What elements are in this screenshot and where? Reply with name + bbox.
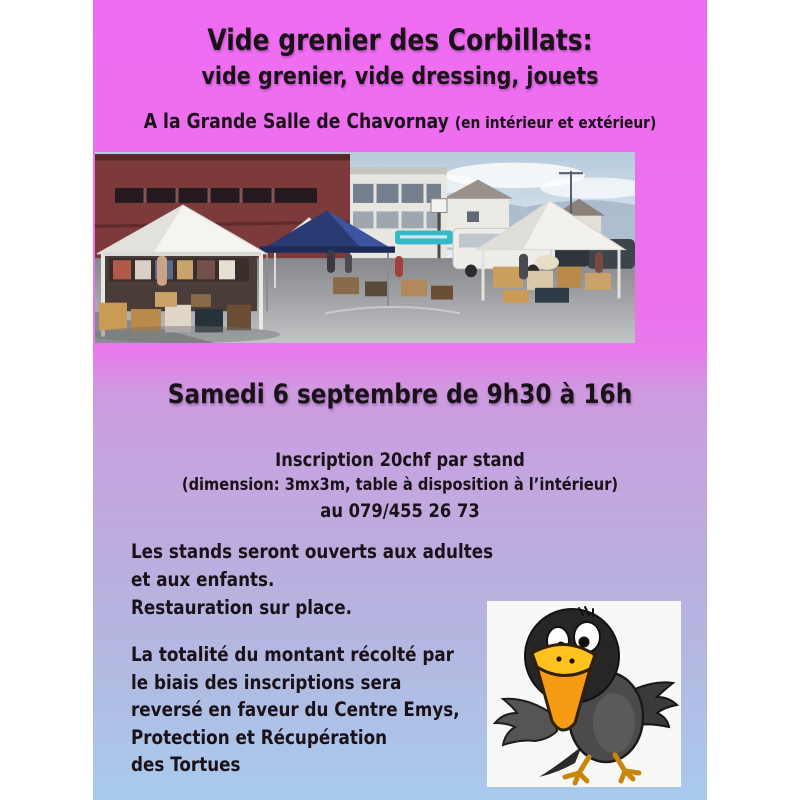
stands-info-line1: Les stands seront ouverts aux adultes (131, 540, 494, 563)
inscription-phone: au 079/455 26 73 (320, 500, 480, 522)
location-line (136, 108, 664, 136)
charity-info-block (131, 641, 513, 779)
stands-info-line3: Restauration sur place. (131, 596, 352, 619)
charity-line3: reversé en faveur du Centre Emys, (131, 698, 460, 721)
crow-illustration (487, 601, 681, 787)
flyer-title: Vide grenier des Corbillats: (207, 23, 593, 57)
charity-line2: le biais des inscriptions sera (131, 670, 402, 694)
inscription-block (93, 447, 707, 524)
charity-line5: des Tortues (131, 753, 241, 776)
charity-line1: La totalité du montant récolté par (131, 643, 454, 666)
charity-line4: Protection et Récupération (131, 725, 388, 749)
flyer-subtitle: vide grenier, vide dressing, jouets (201, 62, 599, 90)
market-photo (95, 152, 635, 343)
location-main: A la Grande Salle de Chavornay (143, 109, 449, 133)
inscription-price: Inscription 20chf par stand (275, 449, 525, 471)
market-photo-graphic (95, 152, 635, 343)
date-heading: Samedi 6 septembre de 9h30 à 16h (167, 379, 633, 410)
crow-card (487, 601, 681, 787)
date-heading-block (93, 378, 707, 412)
flyer-poster (93, 0, 707, 800)
stands-info-line2: et aux enfants. (131, 568, 275, 591)
location-note: (en intérieur et extérieur) (454, 113, 657, 132)
inscription-dimension: (dimension: 3mx3m, table à disposition à l’intérieur) (181, 475, 619, 495)
title-block (93, 22, 707, 136)
